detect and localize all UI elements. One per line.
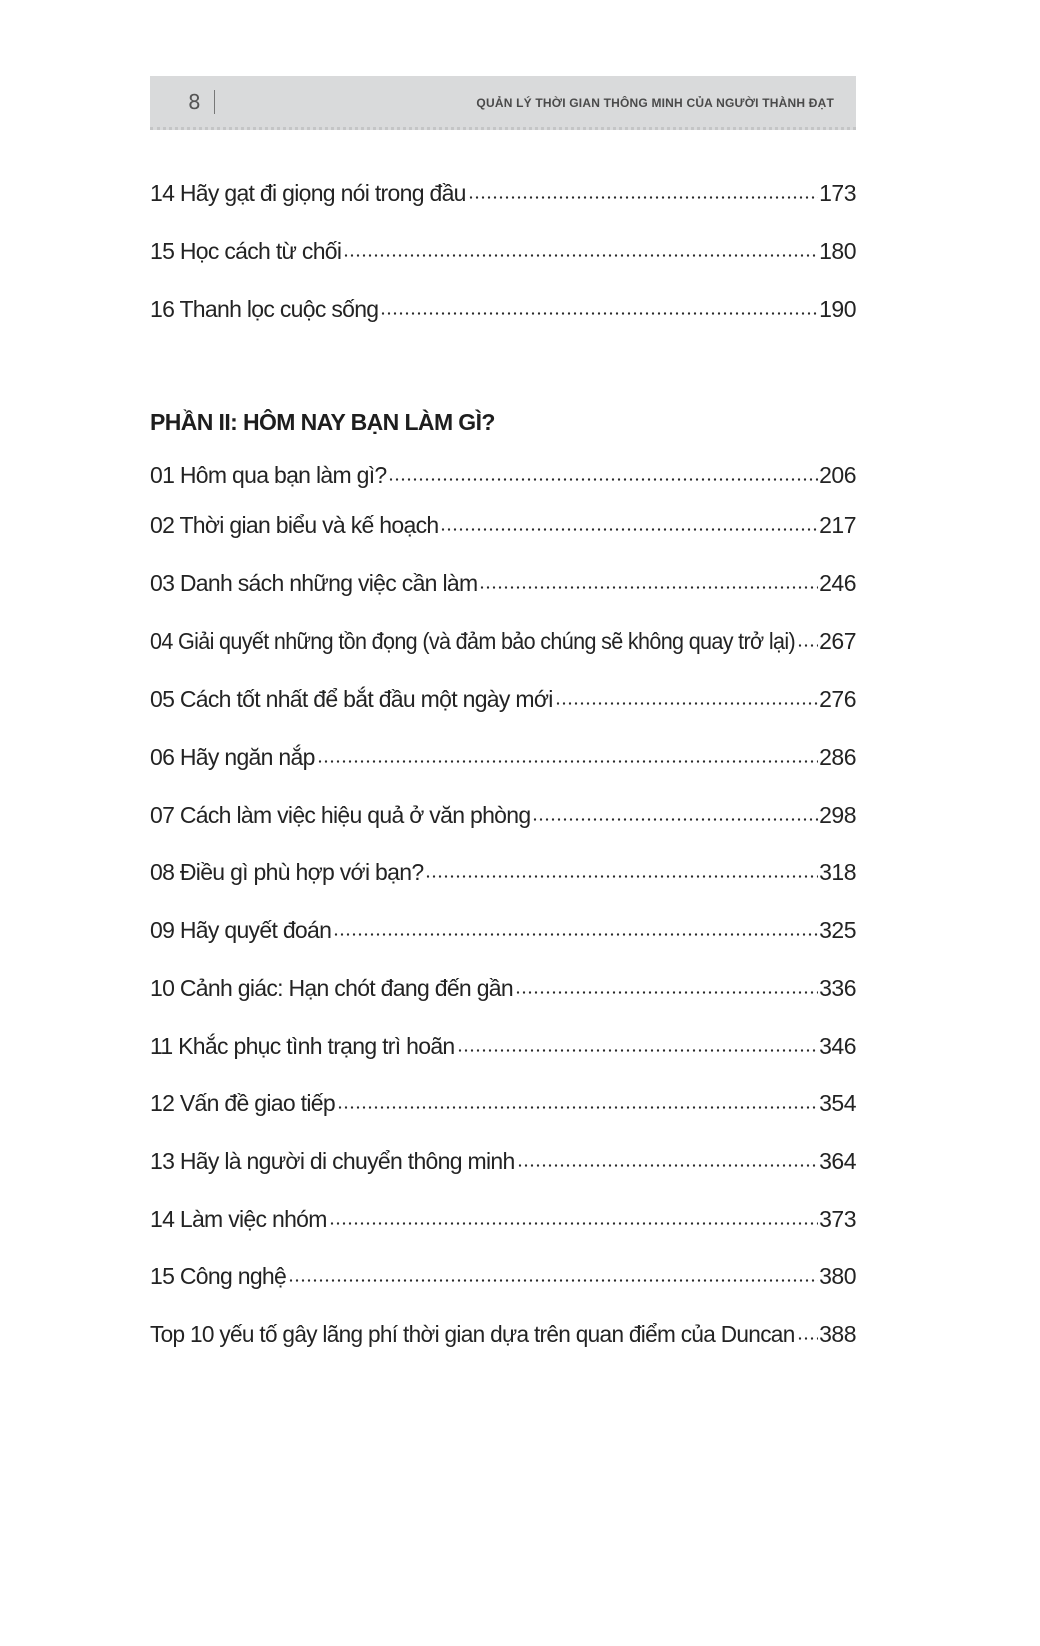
page-number: 8: [188, 90, 201, 114]
toc-entry-page: 206: [819, 462, 856, 488]
toc-entry-page: 217: [819, 512, 856, 538]
toc-entry[interactable]: [150, 855, 856, 889]
dot-leader: [333, 933, 818, 936]
toc-entry[interactable]: [150, 1202, 856, 1236]
toc-entry-title: 15 Học cách từ chối: [150, 238, 342, 264]
toc-entry-page: 286: [819, 744, 856, 770]
dot-leader: [515, 991, 818, 994]
toc-entry-title: 16 Thanh lọc cuộc sống: [150, 296, 379, 322]
dot-leader: [317, 760, 818, 763]
toc-entry[interactable]: [150, 508, 856, 542]
toc-entry-page: 380: [819, 1263, 856, 1289]
toc-entry[interactable]: [150, 566, 856, 600]
dot-leader: [425, 875, 818, 878]
toc-entry[interactable]: [150, 1317, 856, 1351]
toc-entry-page: 336: [819, 975, 856, 1001]
toc-entry-title: 03 Danh sách những việc cần làm: [150, 570, 478, 596]
toc-entry[interactable]: [150, 1029, 856, 1063]
toc-entry-title: 08 Điều gì phù hợp với bạn?: [150, 859, 424, 885]
toc-entry[interactable]: [150, 913, 856, 947]
toc-entry-title: 15 Công nghệ: [150, 1263, 287, 1289]
toc-entry-page: 267: [819, 628, 856, 654]
dot-leader: [532, 818, 818, 821]
toc-entry[interactable]: [150, 971, 856, 1005]
toc-entry-page: 190: [819, 296, 856, 322]
toc-entry[interactable]: [150, 234, 856, 268]
dot-leader: [797, 644, 818, 647]
toc-entry-page: 318: [819, 859, 856, 885]
toc-entry-title: 04 Giải quyết những tồn đọng (và đảm bảo chúng sẽ không quay trở lại): [150, 628, 795, 654]
toc-entry-title: 09 Hãy quyết đoán: [150, 917, 332, 943]
book-title: QUẢN LÝ THỜI GIAN THÔNG MINH CỦA NGƯỜI THÀNH ĐẠT: [476, 96, 834, 110]
toc-entry-page: 180: [819, 238, 856, 264]
dot-leader: [479, 586, 818, 589]
toc-entry-title: 06 Hãy ngăn nắp: [150, 744, 315, 770]
toc-entry[interactable]: [150, 292, 856, 326]
toc-entry-page: 246: [819, 570, 856, 596]
dot-leader: [440, 528, 818, 531]
toc-entry-page: 373: [819, 1206, 856, 1232]
toc-entry-page: 388: [819, 1321, 856, 1347]
dot-leader: [517, 1164, 819, 1167]
toc-entry[interactable]: [150, 1144, 856, 1178]
toc-entry[interactable]: [150, 682, 856, 716]
dot-leader: [388, 478, 818, 481]
dot-leader: [797, 1337, 819, 1340]
toc-entry[interactable]: [150, 1086, 856, 1120]
header-divider: [214, 90, 215, 114]
toc-entry-title: 14 Hãy gạt đi giọng nói trong đầu: [150, 180, 466, 206]
toc-entry[interactable]: [150, 798, 856, 832]
dot-leader: [288, 1279, 818, 1282]
dot-leader: [468, 196, 818, 199]
toc-entry-title: 14 Làm việc nhóm: [150, 1206, 327, 1232]
toc-entry-page: 346: [819, 1033, 856, 1059]
toc-entry-page: 354: [819, 1090, 856, 1116]
toc-entry-page: 276: [819, 686, 856, 712]
toc-entry-title: 05 Cách tốt nhất để bắt đầu một ngày mới: [150, 686, 553, 712]
toc-entry-title: 01 Hôm qua bạn làm gì?: [150, 462, 387, 488]
dot-leader: [329, 1222, 818, 1225]
toc-entry-title: 11 Khắc phục tình trạng trì hoãn: [150, 1033, 455, 1059]
dot-leader: [343, 254, 818, 257]
toc-entry-page: 325: [819, 917, 856, 943]
dot-leader: [555, 702, 819, 705]
dot-leader: [457, 1049, 819, 1052]
toc-entry-title: Top 10 yếu tố gây lãng phí thời gian dựa trên quan điểm của Duncan: [150, 1321, 795, 1347]
toc-entry-page: 364: [819, 1148, 856, 1174]
dot-leader: [337, 1106, 818, 1109]
dot-leader: [380, 312, 818, 315]
toc-entry[interactable]: [150, 624, 856, 658]
toc-entry-page: 173: [819, 180, 856, 206]
toc-entry[interactable]: [150, 740, 856, 774]
toc-entry[interactable]: [150, 458, 856, 492]
toc-entry-title: 10 Cảnh giác: Hạn chót đang đến gần: [150, 975, 513, 1001]
toc-entry-title: 02 Thời gian biểu và kế hoạch: [150, 512, 439, 538]
toc-entry-title: 13 Hãy là người di chuyển thông minh: [150, 1148, 515, 1174]
running-header: [150, 76, 856, 130]
section-heading: PHẦN II: HÔM NAY BẠN LÀM GÌ?: [150, 409, 495, 435]
toc-entry[interactable]: [150, 176, 856, 210]
toc-entry[interactable]: [150, 1259, 856, 1293]
toc-entry-page: 298: [819, 802, 856, 828]
toc-entry-title: 12 Vấn đề giao tiếp: [150, 1090, 335, 1116]
toc-entry-title: 07 Cách làm việc hiệu quả ở văn phòng: [150, 802, 531, 828]
